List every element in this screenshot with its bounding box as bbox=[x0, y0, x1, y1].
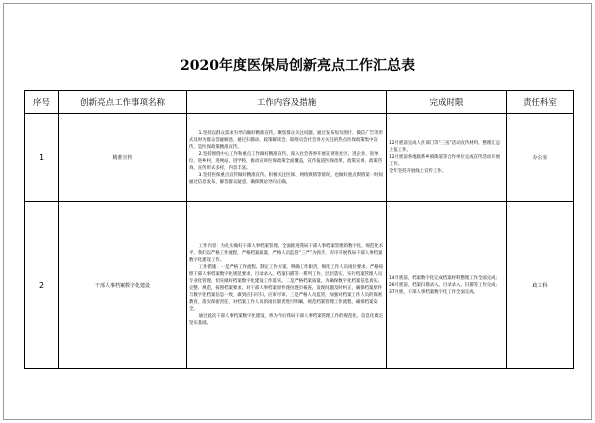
content-paragraph: 1.坚持以群众需求为导向做好精准宣传。聚焦群众关注问题，通过发布短句图片、微信广告等形式及时为群众答疑解惑，通过扫描动、政策解读会、联络员会社会各方关注的热点医保政策集中宣传，是医保政策精准宣传。 bbox=[189, 130, 383, 150]
row-time bbox=[387, 114, 507, 202]
header-num: 序号 bbox=[25, 91, 59, 114]
time-line: 全年坚持开展线上宣传工作。 bbox=[389, 169, 447, 174]
time-line: 12月底前各地联系乡镇街道等合作单位完成宣传活动开展工作。 bbox=[389, 155, 500, 167]
row-content bbox=[187, 202, 387, 369]
content-paragraph: 工作内容：为扎实做好干部人事档案管理，全面推进我局干部人事档案管理的数字化、规范化水平，我们以严格工作流程，严格档案质量，严格人员监管“三严”为抓手，有序开展我局干部人事档案数字化建设工作。 bbox=[189, 244, 384, 263]
row-dept: 政工科 bbox=[507, 202, 574, 369]
time-line: 37月底，干部人事档案数字化工作全面完成。 bbox=[389, 289, 479, 295]
row-content bbox=[187, 114, 387, 202]
time-line: 14月底前，档案数字化完成档案材料整理工作全面完成； bbox=[389, 275, 500, 281]
header-name: 创新亮点工作事项名称 bbox=[59, 91, 187, 114]
time-line: 12月底前完成人社部门等“三送”活动宣传材料，整理汇总上报工作。 bbox=[389, 141, 501, 153]
summary-table bbox=[24, 90, 574, 369]
time-line: 26月底前，档案扫描录入、目录录入、扫描等工作完成； bbox=[389, 282, 500, 288]
header-row bbox=[25, 91, 574, 114]
content-paragraph: 通过此次干部人事档案数字化建设，将为今后我局干部人事档案管理工作的规范化、信息化奠定坚实基础。 bbox=[189, 314, 384, 326]
content-paragraph: 工作措施：一是严格工作流程。制定工作方案，明确工作职责，细化工作人员岗位要求，严格按照干部人事档案数字化规范要求，目录录入、档案扫描等一系列工作，层层落实，实行档案管理人员专业化管理，切实做好档案数字化建设工作落实。二是严格档案质量。为确保数字化档案信息真实、完整、规范，按照档案要求，对干部人事档案原件逐份逐页核查，发现问题及时纠正，确保档案原件与数字化档案信息一致，做到应扫尽扫，应审尽审。三是严格人员监管，加强对档案工作人员的保密教育，落实保密责任，对档案工作人员的岗位职责进行明确，规范档案管理工作流程，确保档案安全。 bbox=[189, 265, 384, 312]
table-row bbox=[25, 114, 574, 202]
row-time bbox=[387, 202, 507, 369]
row-name: 精准宣传 bbox=[59, 114, 187, 202]
header-dept: 责任科室 bbox=[507, 91, 574, 114]
content-paragraph: 3.坚持医保重点宣传做好精准宣传。积极关注医保、网络舆情等情况，也做好重点舆情第一时间通过信息发布，解答群众疑惑，确保舆论导向正确。 bbox=[189, 172, 383, 185]
row-dept: 办公室 bbox=[507, 114, 574, 202]
table-row bbox=[25, 202, 574, 369]
header-time: 完成时限 bbox=[387, 91, 507, 114]
row-name: 干部人事档案数字化建设 bbox=[59, 202, 187, 369]
document-title: 2020年度医保局创新亮点工作汇总表 bbox=[180, 58, 415, 74]
header-content: 工作内容及措施 bbox=[187, 91, 387, 114]
content-paragraph: 2.坚持围绕中心工作和重点工作做好精准宣传。深入社会各界开展宣讲进社区、进企业、进单位、进乡村，进网站、进学校，推动宣讲医保政策全面覆盖，宣传报道医保改革，政策宣讲，政策咨询，宣传形式多样，内容丰富。 bbox=[189, 151, 383, 171]
row-num: 2 bbox=[25, 202, 59, 369]
row-num: 1 bbox=[25, 114, 59, 202]
